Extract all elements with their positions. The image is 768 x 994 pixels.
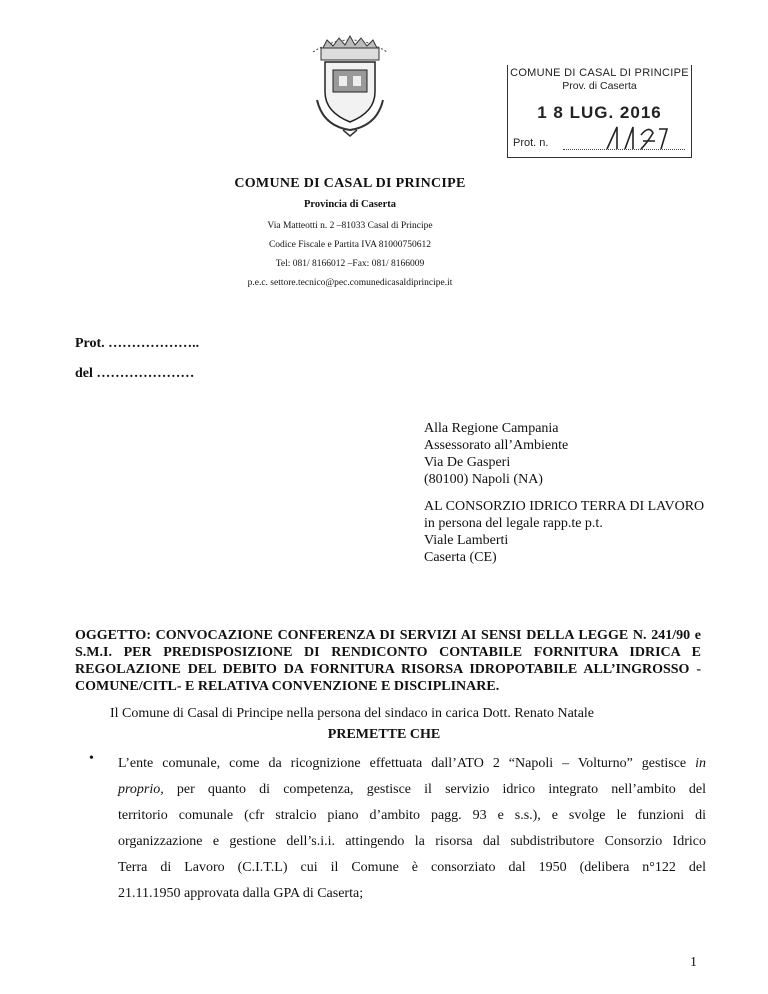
page-number: 1: [690, 955, 697, 970]
stamp-date: 1 8 LUG. 2016: [537, 103, 662, 122]
pec-email: p.e.c. settore.tecnico@pec.comunedicasaldiprincipe.it: [247, 278, 453, 288]
paragraph-line-1: [118, 751, 706, 777]
paragraph-line-6: 21.11.1950 approvata dalla GPA di Caserta;: [118, 886, 364, 901]
line-text: L’ente comunale, come da ricognizione effettuata dall’ATO 2 “Napoli – Volturno” gestisce: [118, 756, 687, 771]
recipient-line: Caserta (CE): [424, 550, 497, 565]
tax-code: Codice Fiscale e Partita IVA 81000750612: [268, 240, 432, 250]
italic-text: in: [695, 756, 707, 771]
stamp-prot-label: Prot. n.: [513, 137, 549, 149]
handwritten-protocol-number: [603, 121, 673, 153]
protocol-date-line: del …………………: [75, 366, 195, 381]
paragraph-line-5: Terra di Lavoro (C.I.T.L) cui il Comune è consorziato dal 1950 (delibera n°122 del: [118, 860, 706, 875]
premette-heading: PREMETTE CHE: [327, 727, 441, 742]
recipient-line: Viale Lamberti: [424, 533, 509, 548]
municipality-title: COMUNE DI CASAL DI PRINCIPE: [234, 176, 466, 191]
stamp-municipality: COMUNE DI CASAL DI PRINCIPE: [510, 67, 689, 79]
italic-text: proprio,: [118, 782, 164, 797]
recipient-regione: [424, 420, 568, 488]
line-text: per quanto di competenza, gestisce il servizio idrico integrato nell’ambito del: [176, 782, 707, 797]
recipient-consorzio: [424, 498, 724, 566]
intro-sentence: Il Comune di Casal di Principe nella persona del sindaco in carica Dott. Renato Natale: [110, 706, 595, 721]
protocol-number-line: Prot. ………………..: [75, 336, 200, 351]
recipient-line: Alla Regione Campania: [424, 421, 559, 436]
paragraph-line-4: organizzazione e gestione dell’s.i.i. attingendo la risorsa dal subdistributore Consorzio Idrico: [118, 834, 706, 849]
phone-fax: Tel: 081/ 8166012 –Fax: 081/ 8166009: [275, 259, 425, 269]
municipal-crest-icon: [303, 30, 397, 140]
recipient-line: AL CONSORZIO IDRICO TERRA DI LAVORO: [424, 499, 705, 514]
subject-paragraph: OGGETTO: CONVOCAZIONE CONFERENZA DI SERVIZI AI SENSI DELLA LEGGE N. 241/90 e S.M.I. PER PREDISPOSIZIONE DI RENDICONTO CONTABILE FORNITURA IDRICA E REGOLAZIONE DEL DEBITO DA FORNITURA RISORSA IDROPOTABILE ALL’INGROSSO -COMUNE/CITL- E RELATIVA CONVENZIONE E DISCIPLINARE.: [75, 628, 701, 694]
paragraph-line-2: [118, 777, 706, 803]
recipient-line: Assessorato all’Ambiente: [424, 438, 569, 453]
protocol-stamp: [507, 65, 692, 158]
province-name: Provincia di Caserta: [304, 199, 396, 210]
paragraph-line-3: territorio comunale (cfr stralcio piano d’ambito pagg. 93 e s.s.), e svolge le funzioni di: [118, 808, 706, 823]
bullet-paragraph: [118, 751, 706, 907]
bullet-icon: •: [89, 751, 94, 766]
stamp-province: Prov. di Caserta: [562, 80, 637, 92]
recipient-line: (80100) Napoli (NA): [424, 472, 543, 487]
recipient-line: in persona del legale rapp.te p.t.: [424, 516, 603, 531]
municipality-address: Via Matteotti n. 2 –81033 Casal di Principe: [267, 221, 433, 231]
recipient-line: Via De Gasperi: [424, 455, 511, 470]
